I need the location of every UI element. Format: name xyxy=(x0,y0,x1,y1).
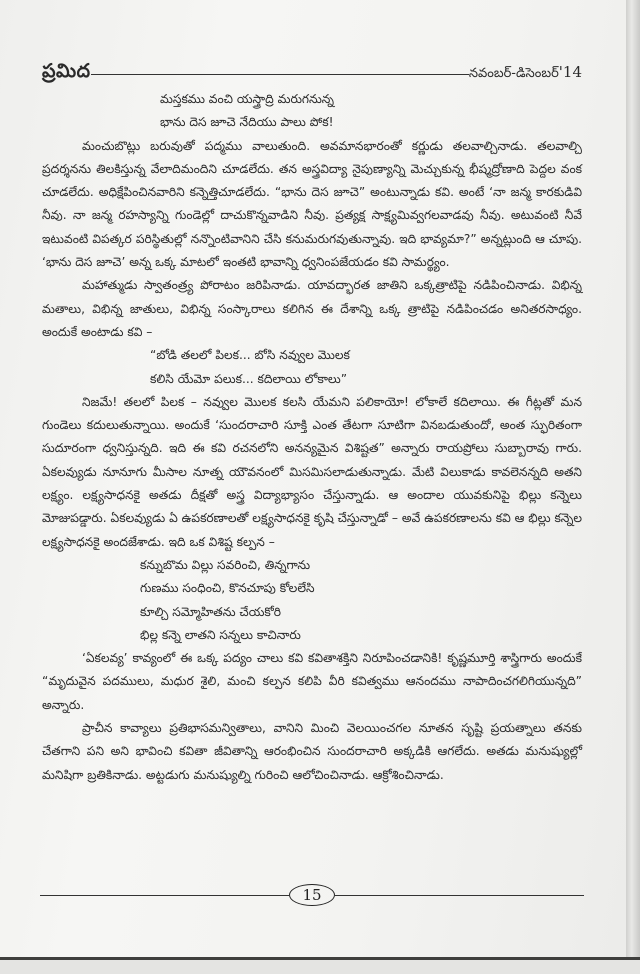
magazine-title: ప్రమిద xyxy=(42,59,91,82)
page-edge-right xyxy=(626,0,640,974)
issue-year: '14 xyxy=(558,62,582,81)
verse-line: మస్తకము వంచి యస్త్రాద్రి మరుగనున్న xyxy=(160,92,334,106)
verse-line: భాను దెస జూచె నేదియు పాలు పోక! xyxy=(160,115,334,130)
page-edge-bottom xyxy=(0,957,640,974)
paragraph: ‘ఏకలవ్య’ కావ్యంలో ఈ ఒక్క పద్యం చాలు కవి కవితాశక్తిని నిరూపించడానికి! కృష్ణమూర్తి శాస్త్రిగారు అందుకే “మృదువైన పదములు, మధుర శైలి, మంచి కల్పన కలిపి వీరి కవిత్వము ఆనందము నాపాదించగలిగియున్నది” అన్నారు. xyxy=(42,651,582,712)
page-header xyxy=(42,60,582,86)
verse-line: “బోడి తలలో పిలక... బోసి నవ్వుల మొలక xyxy=(150,348,350,363)
page-number: 15 xyxy=(289,884,335,906)
verse-line: కలిసి యేమో పలుక... కదిలాయి లోకాలు” xyxy=(150,371,348,386)
verse-line: గుణము సంధించి, కొనచూపు కోలలేసి xyxy=(140,581,315,596)
issue-label: నవంబర్-డిసెంబర్ xyxy=(468,65,559,81)
verse-line: కన్నుబొమ విల్లు సవరించి, తిన్నగాను xyxy=(140,557,311,572)
paragraph: మహాత్ముడు స్వాతంత్ర్య పోరాటం జరిపినాడు. యావద్భారత జాతిని ఒక్కత్రాటిపై నడిపించినాడు. విభిన్న మతాలు, విభిన్న జాతులు, విభిన్న సంస్కారాలు కలిగిన ఈ దేశాన్ని ఒక్క త్రాటిపై నడిపించడం అనితరసాధ్యం. అందుకే అంటాడు కవి – xyxy=(42,278,582,339)
verse-line: కూల్చి సమ్మోహితను చేయకోరి xyxy=(140,604,282,619)
verse-line: భిల్ల కన్నె లాతని సన్నలు కాచినారు xyxy=(140,627,301,642)
paragraph: ప్రాచీన కావ్యాలు ప్రతిభాసమన్వితాలు, వానిని మించి వెలయించగల నూతన సృష్టి ప్రయత్నాలు తనకు చేతగాని పని అని భావించి కవితా జీవితాన్ని ఆరంభించిన సుందరాచారి అక్కడికి ఆగలేదు. అతడు మనుష్యుల్లో మనిషిగా బ్రతికినాడు. అట్టడుగు మనుష్యుల్ని గురించి ఆలోచించినాడు. ఆక్రోశించినాడు. xyxy=(42,721,582,782)
footer-rule-left xyxy=(40,895,289,896)
footer-rule-right xyxy=(335,895,584,896)
paragraph: నిజమే! తలలో పిలక – నవ్వుల మొలక కలసి యేమని పలికాయో! లోకాలే కదిలాయి. ఈ గీట్లతో మన గుండెలు కదులుతున్నాయి. అందుకే ‘సుందరాచారి సూక్తి ఎంత తేటగా సూటిగా వినబడుతుందో, అంత స్ఫురితంగా సుదూరంగా ధ్వనిస్తున్నది. ఇది ఈ కవి రచనలోని అనన్యమైన విశిష్టత” అన్నారు రాయప్రోలు సుబ్బారావు గారు. ఏకలవ్యుడు నూనూగు మీసాల నూత్న యౌవనంలో మిసమిసలాడుతున్నాడు. మేటి విలుకాడు కావలెనన్నది అతని లక్ష్యం. లక్ష్యసాధనకై అతడు దీక్షతో అస్త్ర విద్యాభ్యాసం చేస్తున్నాడు. ఆ అందాల యువకునిపై భిల్లు కన్నెలు మోజుపడ్డారు. ఏకలవ్యుడు ఏ ఉపకరణాలతో లక్ష్యసాధనకై కృషి చేస్తున్నాడో – అవే ఉపకరణాలను కవి ఆ భిల్లు కన్నెల లక్ష్యసాధనకై అందజేశాడు. ఇది ఒక విశిష్ట కల్పన – xyxy=(42,394,582,549)
page-footer xyxy=(40,884,584,906)
issue-date xyxy=(469,63,582,84)
paragraph: మంచుబొట్లు బరువుతో పద్మము వాలుతుంది. అవమానభారంతో కర్ణుడు తలవాల్చినాడు. తలవాల్చి ప్రదర్శనను తిలకిస్తున్న వేలాదిమందిని చూడలేదు. తన అస్త్రవిద్యా నైపుణ్యాన్ని మెచ్చుకున్న భీష్మద్రోణాది పెద్దల వంక చూడలేదు. అధిక్షేపించినవారిని కన్నెత్తిచూడలేదు. “భాను దెస జూచె” అంటున్నాడు కవి. అంటే ‘నా జన్మ కారకుడివి నీవు. నా జన్మ రహస్యాన్ని గుండెల్లో దాచుకొన్నవాడిని నీవు. ప్రత్యక్ష సాక్ష్యమివ్వగలవాడవు నీవు. అటువంటి నీవే ఇటువంటి విపత్కర పరిస్థితుల్లో నన్నొంటివానిని చేసి కనుమరుగవుతున్నావు. ఇది భావ్యమా?” అన్నట్లుంది ఆ చూపు. ‘భాను దెస జూచె’ అన్న ఒక్క మాటలో ఇంతటి భావాన్ని ధ్వనింపజేయడం కవి సామర్థ్యం. xyxy=(42,138,582,270)
header-rule xyxy=(91,74,469,75)
article-body xyxy=(42,88,582,787)
